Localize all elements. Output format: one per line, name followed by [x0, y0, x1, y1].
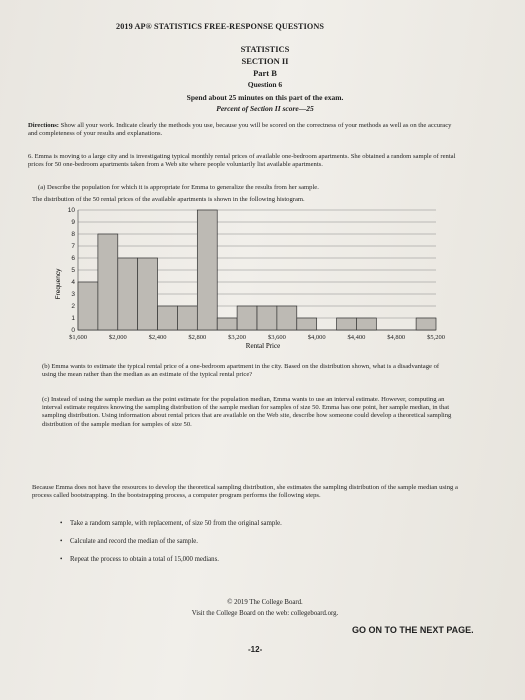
- histogram-bar: [237, 306, 257, 330]
- y-tick-label: 7: [71, 243, 75, 251]
- x-tick-label: $4,400: [347, 334, 366, 341]
- x-tick-label: $1,600: [69, 334, 87, 341]
- x-tick-label: $4,000: [307, 334, 326, 341]
- distribution-intro: The distribution of the 50 rental prices of the available apartments is shown in the following histogram.: [32, 196, 305, 203]
- part-title: Part B: [253, 68, 277, 78]
- bootstrap-intro: Because Emma does not have the resources to develop the theoretical sampling distribution, she estimates the sampling distribution of the sample median using a process called bootstrapping. In the bootstrapping process, a computer program performs the following steps.: [32, 484, 458, 500]
- histogram-bar: [257, 306, 277, 330]
- histogram-bar: [118, 258, 138, 330]
- x-tick-label: $4,800: [387, 334, 406, 341]
- question-title: Question 6: [247, 80, 283, 89]
- histogram-bar: [158, 306, 178, 330]
- subject-title: STATISTICS: [240, 44, 290, 54]
- y-tick-label: 9: [71, 219, 75, 227]
- step-item: [60, 538, 198, 545]
- histogram-bar: [217, 318, 237, 330]
- go-on-note: GO ON TO THE NEXT PAGE.: [352, 625, 474, 635]
- directions: [28, 122, 458, 138]
- step-item: [60, 556, 219, 563]
- bullet-icon: •: [60, 556, 63, 563]
- x-tick-label: $3,200: [228, 334, 247, 341]
- x-tick-label: $3,600: [267, 334, 286, 341]
- x-tick-label: $2,800: [188, 334, 207, 341]
- x-tick-label: $2,000: [108, 334, 127, 341]
- bullet-icon: •: [60, 520, 63, 527]
- bullet-icon: •: [60, 538, 63, 545]
- step-text: Calculate and record the median of the sample.: [70, 538, 198, 545]
- y-tick-label: 3: [71, 291, 75, 299]
- page-number: -12-: [248, 645, 263, 654]
- directions-label: Directions:: [28, 122, 60, 129]
- y-tick-label: 5: [71, 267, 75, 275]
- part-a: (a) Describe the population for which it is appropriate for Emma to generalize the results from her sample.: [38, 184, 319, 191]
- x-axis-label: Rental Price: [245, 342, 281, 350]
- y-tick-label: 10: [67, 207, 75, 215]
- website-note: Visit the College Board on the web: collegeboard.org.: [191, 610, 339, 617]
- histogram-bar: [98, 234, 118, 330]
- step-text: Repeat the process to obtain a total of 15,000 medians.: [70, 556, 219, 563]
- y-tick-label: 0: [71, 327, 75, 335]
- y-tick-label: 8: [71, 231, 75, 239]
- y-tick-label: 6: [71, 255, 75, 263]
- rental-price-histogram: [48, 206, 445, 352]
- copyright: © 2019 The College Board.: [227, 599, 303, 606]
- y-axis-label: Frequency: [55, 268, 62, 300]
- histogram-bar: [197, 210, 217, 330]
- time-note: Spend about 25 minutes on this part of the exam.: [186, 93, 344, 102]
- histogram-bar: [297, 318, 317, 330]
- y-tick-label: 4: [71, 279, 75, 287]
- histogram-bar: [177, 306, 197, 330]
- histogram-bar: [78, 282, 98, 330]
- y-tick-label: 1: [71, 315, 75, 323]
- histogram-bar: [337, 318, 357, 330]
- x-tick-label: $2,400: [148, 334, 167, 341]
- directions-text: Show all your work. Indicate clearly the methods you use, because you will be scored on the correctness of your methods as well as on the accuracy and completeness of your results and explanations.: [28, 122, 452, 138]
- section-title: SECTION II: [241, 56, 289, 66]
- step-item: [60, 520, 282, 527]
- histogram-bar: [356, 318, 376, 330]
- question-6-text: 6. Emma is moving to a large city and is investigating typical monthly rental prices of available one-bedroom apartments. She obtained a random sample of rental prices for 50 one-bedroom apartments taken from a Web site where people voluntarily list available apartments.: [28, 153, 456, 169]
- part-b: (b) Emma wants to estimate the typical rental price of a one-bedroom apartment in the city. Based on the distribution shown, what is a disadvantage of using the mean rather than the median as an estimate of the typical rental price?: [42, 363, 440, 379]
- histogram-bar: [277, 306, 297, 330]
- step-text: Take a random sample, with replacement, of size 50 from the original sample.: [70, 520, 282, 527]
- histogram-bar: [138, 258, 158, 330]
- part-c: (c) Instead of using the sample median as the point estimate for the population median, Emma wants to use an interval estimate. However, computing an interval estimate requires knowing the sampling distribution of the sample median for samples of size 50. Emma has one point, her sample median, in that sampling distribution. Using information about rental prices that are available on the Web site, describe how someone could develop a theoretical sampling distribution of the sample median for samples of size 50.: [42, 396, 452, 428]
- page-header: 2019 AP® STATISTICS FREE-RESPONSE QUESTIONS: [116, 22, 325, 31]
- histogram-bar: [416, 318, 436, 330]
- x-tick-label: $5,200: [427, 334, 445, 341]
- y-tick-label: 2: [71, 303, 75, 311]
- percent-note: Percent of Section II score—25: [216, 104, 314, 113]
